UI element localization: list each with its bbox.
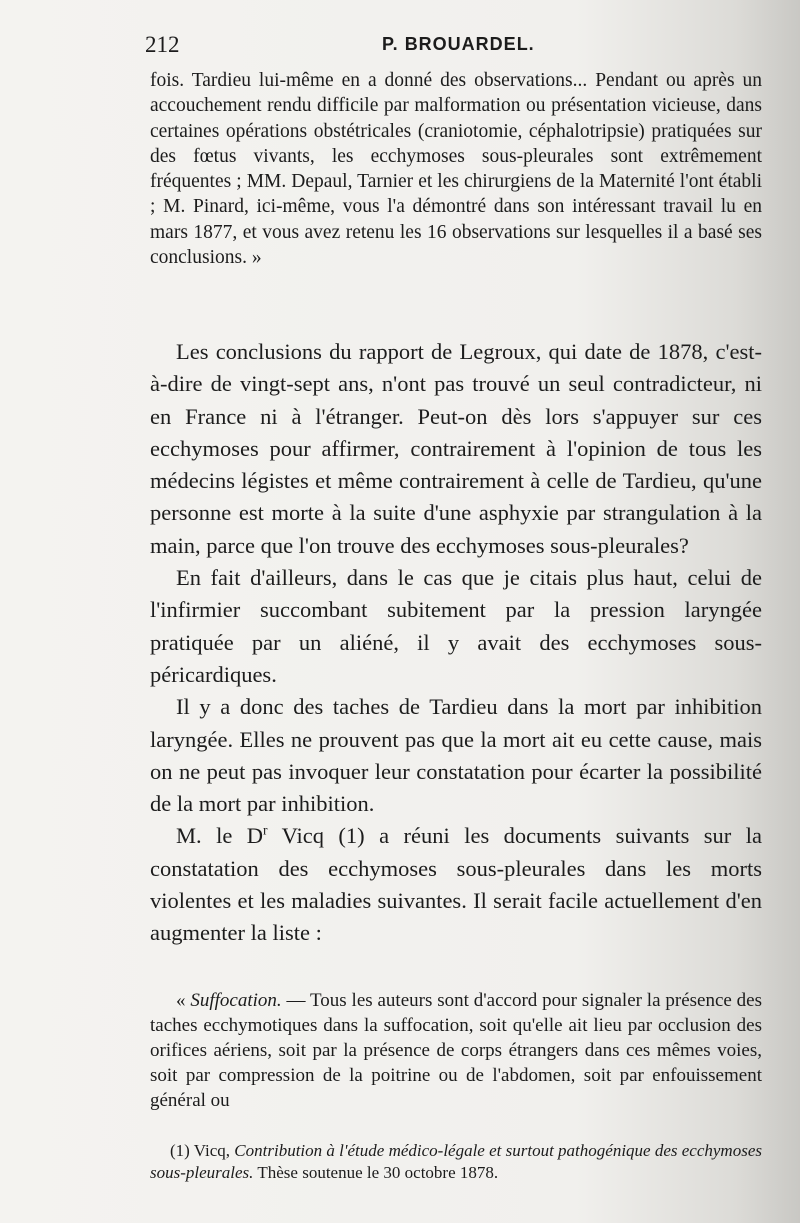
- citation-suffocation: [150, 988, 762, 1113]
- citation-heading: Suffocation.: [190, 990, 282, 1011]
- citation-paragraph: [150, 988, 762, 1113]
- quote-continuation: [150, 68, 762, 270]
- footnote-title: Contribution à l'étude médico-légale et surtout pathogénique des ecchymoses sous-pleurales.: [150, 1141, 762, 1182]
- vicq-text-end: Vicq (1) a réuni les documents suivants sur la constatation des ecchymoses sous-pleurales dans les morts violentes et les maladies suivantes. Il serait facile actuellement d'en augmenter la liste :: [150, 823, 762, 946]
- citation-text: — Tous les auteurs sont d'accord pour signaler la présence des taches ecchymotiques dans la suffocation, soit qu'elle ait lieu par occlusion des orifices aériens, soit par la présence de corps étrangers dans ces mêmes voies, soit par compression de la poitrine ou de l'abdomen, soit par enfouissement général ou: [150, 990, 763, 1111]
- paragraph-legroux-conclusions: Les conclusions du rapport de Legroux, qui date de 1878, c'est-à-dire de vingt-sept ans, n'ont pas trouvé un seul contradicteur, ni en France ni à l'étranger. Peut-on dès lors s'appuyer sur ces ecchymoses pour affirmer, contrairement à l'opinion de tous les médecins légistes et même contrairement à celle de Tardieu, qu'une personne est morte à la suite d'une asphyxie par strangulation à la main, parce que l'on trouve des ecchymoses sous-pleurales?: [150, 339, 762, 558]
- paragraph-vicq-documents: [150, 820, 762, 949]
- doctor-superscript: r: [263, 822, 268, 838]
- footnote-paragraph: [150, 1140, 762, 1184]
- main-text: [150, 336, 762, 950]
- page-header: [145, 32, 760, 62]
- footnote-marker: (1) Vicq,: [170, 1141, 235, 1160]
- paragraph-infirmier-case: En fait d'ailleurs, dans le cas que je citais plus haut, celui de l'infirmier succombant subitement par la pression laryngée pratiquée par un aliéné, il y avait des ecchymoses sous-péricardiques.: [150, 565, 762, 687]
- paragraph-taches-tardieu: Il y a donc des taches de Tardieu dans la mort par inhibition laryngée. Elles ne prouvent pas que la mort ait eu cette cause, mais on ne peut pas invoquer leur constatation pour écarter la possibilité de la mort par inhibition.: [150, 694, 762, 817]
- page-number: 212: [145, 32, 180, 57]
- running-head: P. BROUARDEL.: [382, 34, 535, 54]
- footnote: [150, 1140, 762, 1184]
- vicq-text-start: M. le D: [176, 823, 264, 849]
- citation-open-quote: «: [176, 990, 191, 1011]
- quote-paragraph: fois. Tardieu lui-même en a donné des observations... Pendant ou après un accouchement rendu difficile par malformation ou présentation vicieuse, dans certaines opérations obstétricales (craniotomie, céphalotripsie) pratiquées sur des fœtus vivants, les ecchymoses sous-pleurales sont extrêmement fréquentes ; MM. Depaul, Tarnier et les chirurgiens de la Maternité l'ont établi ; M. Pinard, ici-même, vous l'a démontré dans son intéressant travail lu en mars 1877, et vous avez retenu les 16 observations sur lesquelles il a basé ses conclusions. »: [150, 70, 762, 269]
- footnote-rest: Thèse soutenue le 30 octobre 1878.: [253, 1163, 499, 1182]
